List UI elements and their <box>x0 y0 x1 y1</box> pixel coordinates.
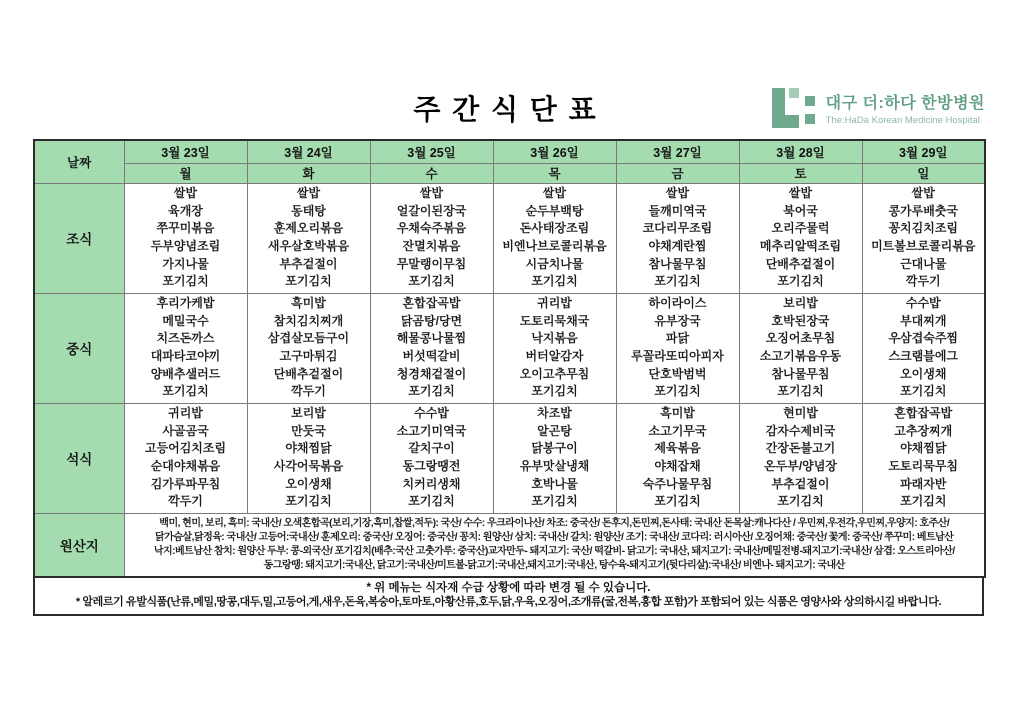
menu-item: 깍두기 <box>905 274 941 289</box>
menu-item: 도토리묵무침 <box>888 459 959 473</box>
menu-item: 쌀밥 <box>296 186 321 201</box>
menu-item: 버섯떡갈비 <box>402 349 461 363</box>
menu-item: 흑미밥 <box>660 406 695 421</box>
menu-item: 무말랭이무침 <box>396 256 467 271</box>
menu-cell-breakfast-tue <box>247 183 370 293</box>
menu-item: 포기김치 <box>285 494 332 509</box>
menu-item: 양배추샐러드 <box>150 366 221 381</box>
logo-colon-dot-top <box>805 96 815 106</box>
menu-item: 비엔나브로콜리볶음 <box>502 239 607 253</box>
menu-item: 낙지볶음 <box>531 331 578 346</box>
menu-item: 숙주나물무침 <box>642 476 713 491</box>
breakfast-label: 조식 <box>34 183 124 293</box>
menu-item: 야채찜닭 <box>285 441 332 456</box>
origin-line: 백미, 현미, 보리, 흑미: 국내산/ 오색혼합곡(보리,기장,흑미,찹쌀,적두): 국산/ 수수: 우크라이나산/ 차조: 중국산/ 돈후지,돈민찌,돈사태: 국내산 돈목살:캐나다산 / 우민찌,우전각,우민찌,우양지: 호주산/ <box>159 518 950 530</box>
menu-item: 쌀밥 <box>419 186 444 201</box>
menu-item: 유부장국 <box>654 313 701 328</box>
menu-item: 쌀밥 <box>665 186 690 201</box>
menu-cell-lunch-tue <box>247 293 370 403</box>
menu-item: 귀리밥 <box>537 296 572 311</box>
hospital-name-english: The:HaDa Korean Medicine Hospital <box>825 115 980 126</box>
menu-item: 포기김치 <box>531 384 578 399</box>
menu-cell-dinner-thu <box>493 403 616 513</box>
menu-item: 포기김치 <box>408 494 455 509</box>
menu-item: 참나물무침 <box>648 256 707 271</box>
menu-cell-lunch-sat <box>739 293 862 403</box>
menu-item: 우채숙주볶음 <box>396 221 467 236</box>
date-cell-fri: 3월 27일 <box>616 140 739 163</box>
hospital-logo-icon <box>772 88 816 128</box>
menu-item: 참치김치찌개 <box>273 313 344 328</box>
menu-item: 단호박범벅 <box>648 366 707 381</box>
menu-item: 유부맛살냉채 <box>519 459 590 473</box>
page-title: 주 간 식 단 표 <box>413 94 598 125</box>
menu-item: 쌀밥 <box>911 186 935 201</box>
menu-item: 근대나물 <box>900 256 947 271</box>
weekday-cell-thu: 목 <box>493 163 616 183</box>
menu-item: 깍두기 <box>168 494 203 509</box>
weekday-cell-tue: 화 <box>247 163 370 183</box>
menu-item: 고구마튀김 <box>279 349 338 363</box>
menu-item: 메밀국수 <box>162 313 209 328</box>
menu-item: 간장돈불고기 <box>765 441 836 456</box>
menu-item: 쭈꾸미볶음 <box>156 221 215 236</box>
menu-cell-lunch-fri <box>616 293 739 403</box>
menu-item: 동태탕 <box>291 203 326 218</box>
date-cell-wed: 3월 25일 <box>370 140 493 163</box>
menu-item: 포기김치 <box>285 274 332 289</box>
logo-c-foot <box>772 115 799 128</box>
lunch-row <box>34 293 985 403</box>
logo-accent-square <box>789 88 799 98</box>
menu-item: 포기김치 <box>408 384 455 399</box>
menu-item: 들깨미역국 <box>648 203 707 218</box>
menu-item: 포기김치 <box>654 494 701 509</box>
menu-item: 부추겉절이 <box>771 476 830 491</box>
date-cell-sat: 3월 28일 <box>739 140 862 163</box>
menu-item: 귀리밥 <box>168 406 203 421</box>
menu-item: 콩가루배춧국 <box>888 203 959 218</box>
menu-item: 야채찜닭 <box>900 441 947 456</box>
weekday-cell-sat: 토 <box>739 163 862 183</box>
menu-cell-breakfast-sat <box>739 183 862 293</box>
menu-item: 포기김치 <box>531 494 578 509</box>
menu-change-notice: * 위 메뉴는 식자재 수급 상황에 따라 변경 될 수 있습니다. <box>366 582 651 594</box>
menu-item: 호박나물 <box>531 476 578 491</box>
breakfast-row <box>34 183 985 293</box>
menu-item: 알곤탕 <box>537 423 572 438</box>
menu-item: 쌀밥 <box>173 186 198 201</box>
origin-cell <box>124 513 985 577</box>
notice-box <box>33 576 984 616</box>
menu-item: 보리밥 <box>291 406 326 421</box>
menu-cell-breakfast-fri <box>616 183 739 293</box>
menu-item: 사골곰국 <box>162 423 209 438</box>
menu-cell-lunch-wed <box>370 293 493 403</box>
menu-item: 우삼겹숙주찜 <box>888 331 959 346</box>
origin-label: 원산지 <box>34 513 124 577</box>
menu-item: 포기김치 <box>162 384 209 399</box>
menu-item: 메추리알떡조림 <box>759 239 842 253</box>
menu-item: 육개장 <box>168 203 203 218</box>
menu-item: 새우살호박볶음 <box>267 239 350 253</box>
menu-item: 잔멸치볶음 <box>402 239 461 253</box>
menu-item: 훈제오리볶음 <box>273 221 344 236</box>
menu-item: 제육볶음 <box>654 441 701 456</box>
menu-item: 가지나물 <box>162 256 209 271</box>
menu-item: 사각어묵볶음 <box>273 459 344 473</box>
menu-item: 포기김치 <box>777 384 824 399</box>
origin-line: 낙지:베트남산 참치: 원양산 두부: 콩-외국산/ 포기김치(배추:국산 고춧가루: 중국산)교자만두- 돼지고기: 국산/ 떡갈비- 닭고기: 국내산, 돼지고기: 국내산/메밀전병-돼지고기:국내산/ 삼겹: 오스트리아산/ <box>153 545 955 557</box>
menu-item: 고등어김치조림 <box>144 441 227 456</box>
menu-cell-dinner-fri <box>616 403 739 513</box>
menu-item: 닭곰탕/당면 <box>400 313 463 328</box>
menu-item: 순두부백탕 <box>525 203 584 218</box>
menu-item: 꽁치김치조림 <box>888 221 959 236</box>
menu-item: 수수밥 <box>905 296 941 311</box>
menu-item: 청경채겉절이 <box>396 366 467 381</box>
menu-cell-breakfast-thu <box>493 183 616 293</box>
menu-item: 오리주물럭 <box>771 221 830 236</box>
dinner-row <box>34 403 985 513</box>
menu-item: 수수밥 <box>414 406 449 421</box>
menu-cell-lunch-sun <box>862 293 985 403</box>
weekday-cell-mon: 월 <box>124 163 247 183</box>
menu-item: 치커리생채 <box>402 476 461 491</box>
menu-item: 북어국 <box>783 203 818 218</box>
menu-item: 온두부/양념장 <box>764 459 837 473</box>
menu-item: 소고기미역국 <box>396 423 467 438</box>
logo-colon-dot-bottom <box>805 114 815 124</box>
menu-item: 파래자반 <box>900 476 947 491</box>
menu-item: 단배추겉절이 <box>273 366 344 381</box>
date-cell-tue: 3월 24일 <box>247 140 370 163</box>
menu-cell-dinner-wed <box>370 403 493 513</box>
menu-item: 소고기무국 <box>648 423 707 438</box>
menu-item: 오이생채 <box>900 366 947 381</box>
menu-item: 돈사태장조림 <box>519 221 590 236</box>
menu-item: 루꼴라또띠아피자 <box>631 349 724 363</box>
menu-item: 두부양념조림 <box>150 239 221 253</box>
menu-item: 순대야채볶음 <box>150 459 221 473</box>
menu-item: 포기김치 <box>408 274 455 289</box>
menu-cell-dinner-sun <box>862 403 985 513</box>
menu-item: 현미밥 <box>783 406 818 421</box>
hospital-name-korean: 대구 더:하다 한방병원 <box>825 95 985 112</box>
menu-item: 포기김치 <box>162 274 209 289</box>
menu-item: 보리밥 <box>783 296 818 311</box>
menu-item: 후리가케밥 <box>156 296 215 311</box>
menu-item: 깍두기 <box>291 384 326 399</box>
menu-item: 흑미밥 <box>291 296 326 311</box>
menu-item: 야채계란찜 <box>648 239 707 253</box>
hospital-logo <box>772 88 985 128</box>
menu-item: 포기김치 <box>900 494 947 509</box>
menu-item: 삼겹살모듬구이 <box>267 331 350 346</box>
menu-item: 포기김치 <box>777 274 824 289</box>
menu-item: 쌀밥 <box>788 186 813 201</box>
menu-cell-lunch-mon <box>124 293 247 403</box>
menu-item: 코다리무조림 <box>642 221 713 236</box>
menu-item: 버터알감자 <box>525 349 584 363</box>
menu-item: 김가루파무침 <box>150 476 221 491</box>
menu-cell-dinner-sat <box>739 403 862 513</box>
menu-cell-lunch-thu <box>493 293 616 403</box>
weekday-cell-wed: 수 <box>370 163 493 183</box>
menu-item: 포기김치 <box>654 274 701 289</box>
menu-item: 동그랑땡전 <box>402 459 461 473</box>
menu-item: 야채잡채 <box>654 459 701 473</box>
menu-item: 오이생채 <box>285 476 332 491</box>
dinner-label: 석식 <box>34 403 124 513</box>
menu-item: 고추장찌개 <box>894 423 953 438</box>
date-cell-mon: 3월 23일 <box>124 140 247 163</box>
menu-item: 부추겉절이 <box>279 256 338 271</box>
menu-item: 차조밥 <box>537 406 572 421</box>
origin-line: 동그랑땡: 돼지고기:국내산, 닭고기:국내산/미트볼-닭고기:국내산,돼지고기:국내산, 탕수육-돼지고기(뒷다리살):국내산/ 비엔나- 돼지고기: 국내산 <box>263 559 845 571</box>
menu-cell-breakfast-wed <box>370 183 493 293</box>
menu-item: 시금치나물 <box>525 256 584 271</box>
menu-item: 해물콩나물찜 <box>396 331 467 346</box>
menu-item: 치즈돈까스 <box>156 331 215 346</box>
menu-item: 포기김치 <box>531 274 578 289</box>
menu-item: 쌀밥 <box>542 186 567 201</box>
menu-item: 스크램블에그 <box>888 349 959 363</box>
menu-item: 오징어초무침 <box>765 331 836 346</box>
menu-item: 포기김치 <box>900 384 947 399</box>
menu-cell-breakfast-sun <box>862 183 985 293</box>
allergy-notice: * 알레르기 유발식품(난류,메밀,땅콩,대두,밀,고등어,게,새우,돈육,복숭아,토마토,아황산류,호두,닭,우육,오징어,조개류(굴,전복,홍합 포함)가 포함되어 있는 식품은 영양사와 상의하시길 바랍니다. <box>75 596 942 608</box>
menu-item: 하이라이스 <box>648 296 707 311</box>
menu-item: 닭봉구이 <box>531 441 578 456</box>
menu-item: 대파타코야끼 <box>150 349 221 363</box>
lunch-label: 중식 <box>34 293 124 403</box>
menu-item: 오이고추무침 <box>519 366 590 381</box>
date-header-row <box>34 140 985 163</box>
menu-item: 만둣국 <box>291 423 326 438</box>
menu-item: 감자수제비국 <box>765 423 836 438</box>
date-cell-sun: 3월 29일 <box>862 140 985 163</box>
menu-cell-dinner-tue <box>247 403 370 513</box>
menu-item: 호박된장국 <box>771 313 830 328</box>
menu-cell-breakfast-mon <box>124 183 247 293</box>
menu-item: 파닭 <box>665 331 690 346</box>
menu-item: 소고기볶음우동 <box>759 349 842 363</box>
weekday-header-row <box>34 163 985 183</box>
origin-row <box>34 513 985 577</box>
weekly-menu-table <box>33 139 986 578</box>
menu-item: 미트볼브로콜리볶음 <box>871 239 976 253</box>
menu-item: 참나물무침 <box>771 366 830 381</box>
menu-item: 도토리묵채국 <box>519 313 590 328</box>
origin-line: 닭가슴살,닭정육: 국내산/ 고등어:국내산/ 훈제오리: 중국산/ 오징어: 중국산/ 꽁치: 원양산/ 삼치: 국내산/ 갈치: 원양산/ 조기: 국내산/ 코다리: 러시아산/ 오징어채: 중국산/ 꽃게: 중국산/ 쭈꾸미: 베트남산 <box>155 531 954 543</box>
weekday-cell-fri: 금 <box>616 163 739 183</box>
date-label-cell: 날짜 <box>34 140 124 183</box>
menu-cell-dinner-mon <box>124 403 247 513</box>
hospital-logo-text <box>826 90 985 126</box>
menu-item: 단배추겉절이 <box>765 256 836 271</box>
menu-item: 혼합잡곡밥 <box>402 296 461 311</box>
menu-item: 얼갈이된장국 <box>396 203 467 218</box>
menu-item: 부대찌개 <box>900 313 947 328</box>
date-cell-thu: 3월 26일 <box>493 140 616 163</box>
menu-item: 갈치구이 <box>408 441 455 456</box>
menu-item: 포기김치 <box>777 494 824 509</box>
weekday-cell-sun: 일 <box>862 163 985 183</box>
menu-item: 포기김치 <box>654 384 701 399</box>
menu-item: 혼합잡곡밥 <box>894 406 953 421</box>
